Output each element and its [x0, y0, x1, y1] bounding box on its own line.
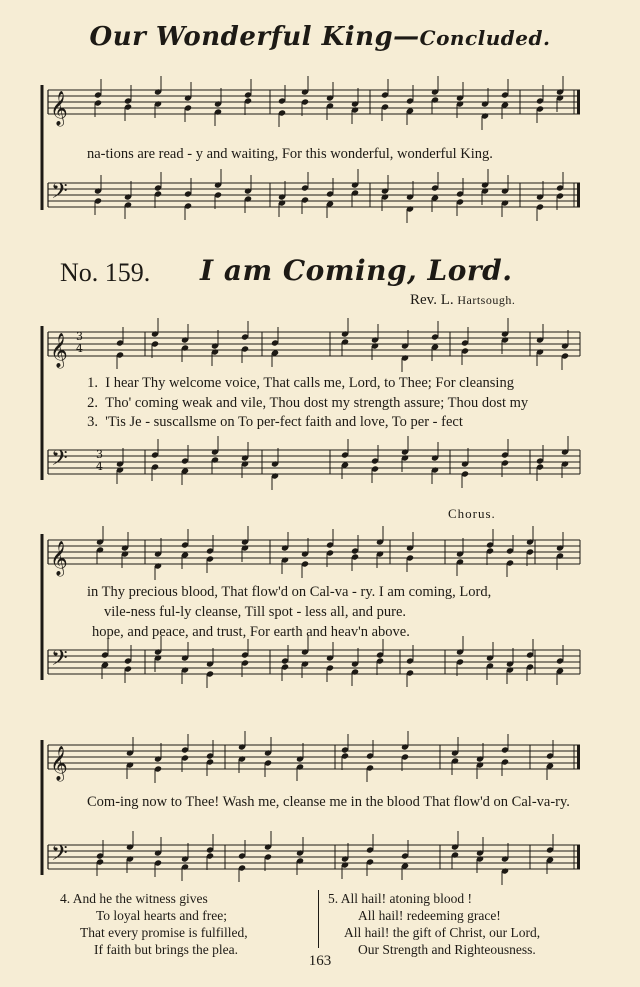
stanza-5: [328, 890, 540, 958]
author-credit: [410, 292, 515, 309]
verse-line-3: [82, 414, 463, 431]
svg-text:4: 4: [76, 342, 83, 355]
svg-text:4: 4: [96, 460, 103, 473]
continued-title-main: Our Wonderful King: [89, 22, 394, 52]
svg-text:3: 3: [96, 448, 103, 461]
verse-number: 2.: [87, 395, 98, 411]
lyric-line-prev: na-tions are read - y and waiting, For this wonderful, wonderful King.: [87, 146, 493, 162]
continued-title: [0, 22, 640, 52]
hymn-number: No. 159.: [60, 258, 151, 287]
refrain-line: Com-ing now to Thee! Wash me, cleanse me in the blood That flow'd on Cal-va-ry.: [87, 794, 570, 810]
svg-text:𝄞: 𝄞: [50, 541, 68, 576]
stanza-line: All hail! redeeming grace!: [358, 908, 501, 923]
svg-text:3: 3: [76, 330, 83, 343]
verse-line-1b: in Thy precious blood, That flow'd on Cal-va - ry. I am coming, Lord,: [87, 584, 492, 600]
continued-title-suffix: Concluded.: [419, 26, 551, 50]
stanza-line: 4. And he the witness gives: [60, 891, 208, 906]
chorus-label: Chorus.: [448, 506, 496, 521]
verse-text: I hear Thy welcome voice, That calls me, Lord, to Thee; For cleansing: [105, 375, 514, 391]
svg-text:𝄞: 𝄞: [50, 746, 68, 781]
svg-text:𝄢: 𝄢: [51, 841, 68, 871]
verse-line-2b: vile-ness ful-ly cleanse, Till spot - less all, and pure.: [104, 604, 407, 620]
stanza-line: All hail! the gift of Christ, our Lord,: [344, 925, 541, 940]
page-number: 163: [308, 953, 332, 969]
verse-line-1: [82, 375, 514, 392]
svg-text:𝄞: 𝄞: [50, 333, 68, 368]
author-name: Hartsough.: [457, 293, 516, 307]
verse-text: Tho' coming weak and vile, Thou dost my strength assure; Thou dost my: [105, 395, 529, 411]
stanza-line: 5. All hail! atoning blood !: [328, 891, 472, 906]
svg-text:𝄢: 𝄢: [51, 446, 68, 476]
verse-line-2: [82, 395, 528, 412]
verse-line-3b: hope, and peace, and trust, For earth and heav'n above.: [92, 624, 410, 640]
svg-text:𝄢: 𝄢: [51, 646, 68, 676]
stanza-divider: [318, 890, 319, 948]
stanza-line: Our Strength and Righteousness.: [358, 942, 536, 957]
stanza-line: If faith but brings the plea.: [94, 942, 238, 957]
verse-number: 1.: [87, 375, 98, 391]
hymn-title: I am Coming, Lord.: [200, 254, 513, 287]
verse-number: 3.: [87, 414, 98, 430]
stanza-line: That every promise is fulfilled,: [80, 925, 248, 940]
stanza-4: [60, 890, 248, 958]
svg-text:𝄞: 𝄞: [50, 91, 68, 126]
svg-text:𝄢: 𝄢: [51, 179, 68, 209]
stanza-line: To loyal hearts and free;: [96, 908, 227, 923]
author-prefix: Rev. L.: [410, 292, 458, 308]
title-dash: —: [393, 22, 420, 52]
verse-text: 'Tis Je - suscallsme on To per-fect faith and love, To per - fect: [105, 414, 463, 430]
